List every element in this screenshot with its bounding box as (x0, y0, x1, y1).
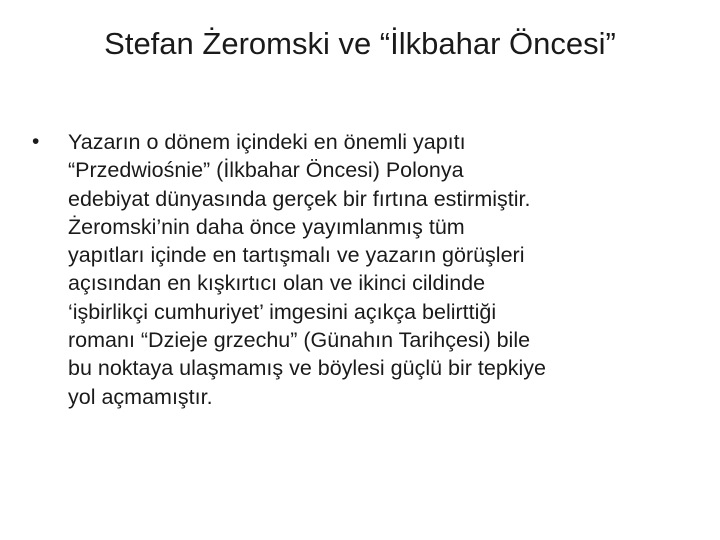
bullet-item (30, 128, 690, 411)
paragraph-line: açısından en kışkırtıcı olan ve ikinci cildinde (68, 271, 486, 296)
paragraph-line: Yazarın o dönem içindeki en önemli yapıtı (68, 130, 466, 154)
bullet-icon: • (32, 130, 40, 153)
paragraph-line: edebiyat dünyasında gerçek bir fırtına estirmiştir. (68, 186, 531, 211)
paragraph-line: bu noktaya ulaşmamış ve böylesi güçlü bir tepkiye (68, 356, 547, 381)
slide-title: Stefan Żeromski ve “İlkbahar Öncesi” (104, 26, 616, 61)
paragraph-line: Żeromski’nin daha önce yayımlanmış tüm (68, 214, 465, 239)
paragraph-line: yol açmamıştır. (68, 384, 213, 409)
paragraph-line: romanı “Dzieje grzechu” (Günahın Tarihçesi) bile (68, 328, 531, 353)
bullet-list (30, 128, 690, 411)
paragraph-line: ‘işbirlikçi cumhuriyet’ imgesini açıkça belirttiği (68, 299, 497, 324)
paragraph-line: “Przedwiośnie” (İlkbahar Öncesi) Polonya (68, 158, 464, 183)
paragraph-line: yapıtları içinde en tartışmalı ve yazarın görüşleri (68, 243, 525, 268)
